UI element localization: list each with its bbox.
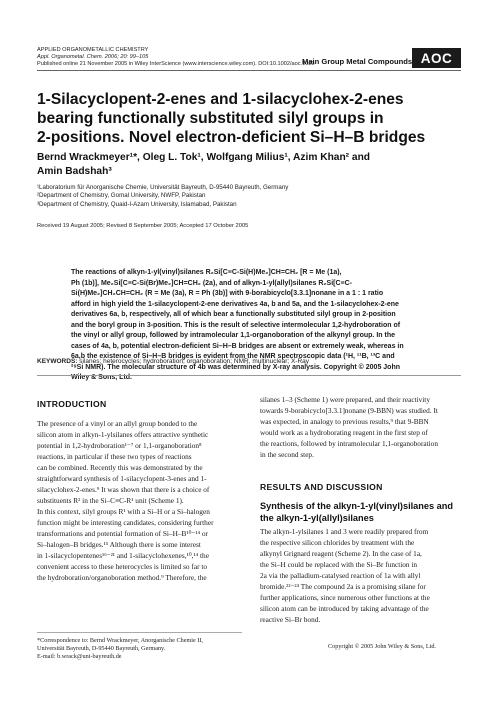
text-line: in the second step. (260, 450, 314, 459)
text-line: Si–halogen–B bridges.¹⁵ Although there is some interest (37, 540, 201, 549)
abstract-line: the vinyl or allyl group, followed by intramolecular 1,1-organoboration of the alkynyl group. In the (71, 332, 395, 339)
abstract-line: derivatives 6a, b, respectively, all of which bear a functionally substituted silyl group in 2-position (71, 311, 396, 318)
keywords (37, 358, 467, 365)
abstract-line: Wiley & Sons, Ltd. (71, 374, 132, 381)
title-line: 2-positions. Novel electron-deficient Si–H–B bridges (37, 129, 426, 146)
text-line: silacyclohex-2-enes.⁹ It was shown that there is a choice of (37, 485, 210, 494)
text-line: transformations and potential formation of Si–H–B¹⁰⁻¹⁴ or (37, 529, 208, 538)
affiliations (37, 184, 467, 209)
text-line: straightforward synthesis of 1-silacyclopent-3-enes and 1- (37, 474, 207, 483)
abstract-line: 6a,b the existence of Si–H–B bridges is evident from the NMR spectroscopic data (¹H, ¹¹B, ¹³C and (71, 353, 395, 360)
text-line: substituents R² in the Si–C≡C-R¹ unit (Scheme 1). (37, 496, 184, 505)
abstract-line: Si(H)Me₂]CH₂CH=CH₂ (R = Me (3a), R = Ph (3b)] with 9-borabicyclo[3.3.1]nonane in a 1 : 1 ratio (71, 290, 384, 297)
footnote (37, 637, 247, 661)
text-line: can be combined. Recently this was demonstrated by the (37, 463, 203, 472)
text-line: in 1-silacyclopentenes¹⁶⁻²¹ and 1-silacyclohexenes,¹⁰,¹⁴ the (37, 551, 209, 560)
footnote-line: E-mail: b.wrack@uni-bayreuth.de (37, 653, 122, 660)
text-line: The presence of a vinyl or an allyl group bonded to the (37, 419, 198, 428)
keywords-text: silanes; heterocycles; hydroboration; organoboration; NMR, multinuclear; X-Ray (79, 358, 310, 365)
journal-citation: Appl. Organometal. Chem. 2006; 20: 99–105 (37, 54, 149, 60)
abstract-line: afford in high yield the 1-silacyclopent-2-ene derivatives 4a, b and 5a, and the 1-silacyclohex-2-ene (71, 300, 399, 308)
section-label: Main Group Metal Compounds (302, 57, 413, 66)
journal-logo: AOC (412, 48, 461, 68)
abstract-line: ²⁹Si NMR). The molecular structure of 4b was determined by X-ray analysis. Copyright © 2005 John (71, 363, 401, 371)
affiliation: ¹Laboratorium für Anorganische Chemie, Universität Bayreuth, D-95440 Bayreuth, Germany (37, 184, 289, 191)
results-text (260, 526, 462, 625)
text-line: In this context, silyl groups R¹ with a Si–H or a Si–halogen (37, 507, 210, 516)
author-line: Bernd Wrackmeyer¹*, Oleg L. Tok¹, Wolfgang Milius¹, Azim Khan² and (37, 152, 371, 163)
text-line: 2a via the palladium-catalysed reaction of 1a with allyl (260, 571, 421, 580)
header-rule (37, 70, 461, 71)
footnote-line: Universität Bayreuth, D-95440 Bayreuth, Germany. (37, 645, 166, 652)
abstract (71, 268, 461, 384)
text-line: The alkyn-1-ylsilanes 1 and 3 were readily prepared from (260, 527, 429, 536)
text-line: further applications, since numerous other functions at the (260, 593, 430, 602)
text-line: bromide.²²⁻²⁴ The compound 2a is a promising silane for (260, 582, 426, 591)
author-line: Amin Badshah³ (37, 166, 112, 177)
subsection-heading (260, 501, 470, 524)
affiliation: ³Department of Chemistry, Quaid-I-Azam University, Islamabad, Pakistan (37, 200, 237, 208)
text-line: convenient access to these heterocycles is limited so far to (37, 562, 207, 571)
footnote-line: *Correspondence to: Bernd Wrackmeyer, Anorganische Chemie II, (37, 637, 203, 644)
text-line: the Si–H could be replaced with the Si–Br function in (260, 560, 418, 569)
text-line: would work as a hydroborating reagent in the first step of (260, 428, 428, 437)
abstract-line: Ph (1b)], Me₂Si[C≡C-Si(Br)Me₂]CH=CH₂ (2a), and of alkyn-1-yl(allyl)silanes R₂Si[C≡C- (71, 279, 353, 287)
text-line: was expected, in analogy to previous results,⁹ that 9-BBN (260, 417, 429, 426)
footnote-rule (37, 632, 242, 633)
article-dates: Received 19 August 2005; Revised 8 September 2005; Accepted 17 October 2005 (37, 223, 249, 229)
text-line: the hydroboration/organoboration method.⁹ Therefore, the (37, 573, 207, 582)
text-line: reactive Si–Br bond. (260, 615, 321, 624)
abstract-line: cases of 4a, b, potential electron-deficient Si–H–B bridges are absent or extremely weak, whereas in (71, 342, 404, 350)
right-column-text (260, 394, 462, 460)
intro-text (37, 418, 242, 583)
abstract-line: The reactions of alkyn-1-yl(vinyl)silanes R₂Si[C≡C-Si(H)Me₂]CH=CH₂ [R = Me (1a), (71, 269, 342, 276)
article-title (37, 90, 467, 147)
text-line: towards 9-borabicyclo[3.3.1]nonane (9-BBN) was studied. It (260, 406, 438, 415)
text-line: silanes 1–3 (Scheme 1) were prepared, and their reactivity (260, 395, 430, 404)
subheading-line: the alkyn-1-yl(allyl)silanes (260, 512, 374, 523)
publication-info: Published online 21 November 2005 in Wiley InterScience (www.interscience.wiley.com). DOI:10.1002/aoc.1020 (37, 61, 315, 67)
text-line: silicon atom can be introduced by taking advantage of the (260, 604, 429, 613)
subheading-line: Synthesis of the alkyn-1-yl(vinyl)silanes and (260, 501, 453, 511)
title-line: 1-Silacyclopent-2-enes and 1-silacyclohex-2-enes (37, 91, 404, 108)
keywords-rule (37, 375, 461, 376)
journal-name: APPLIED ORGANOMETALLIC CHEMISTRY (37, 47, 149, 53)
text-line: the reactions, followed by intramolecular 1,1-organoboration (260, 439, 438, 448)
affiliation: ²Department of Chemistry, Gomal University, NWFP, Pakistan (37, 192, 206, 200)
intro-heading: INTRODUCTION (37, 399, 107, 409)
title-line: bearing functionally substituted silyl groups in (37, 110, 384, 127)
copyright: Copyright © 2005 John Wiley & Sons, Ltd. (328, 643, 436, 650)
results-heading: RESULTS AND DISCUSSION (260, 482, 383, 492)
text-line: potential in 1,2-hydroboration¹⁻⁷ or 1,1-organoboration⁸ (37, 441, 202, 450)
text-line: silicon atom in alkyn-1-ylsilanes offers attractive synthetic (37, 430, 209, 439)
text-line: the respective silicon chlorides by treatment with the (260, 538, 415, 547)
keywords-label: KEYWORDS: (37, 358, 78, 365)
author-list (37, 151, 467, 179)
text-line: alkynyl Grignard reagent (Scheme 2). In the case of 1a, (260, 549, 422, 558)
abstract-line: and the boryl group in 3-position. This is the result of selective intermolecular 1,2-hydroboration of (71, 321, 401, 329)
text-line: function might be interesting candidates, considering further (37, 518, 214, 527)
text-line: reactions, in particular if these two types of reactions (37, 452, 192, 461)
